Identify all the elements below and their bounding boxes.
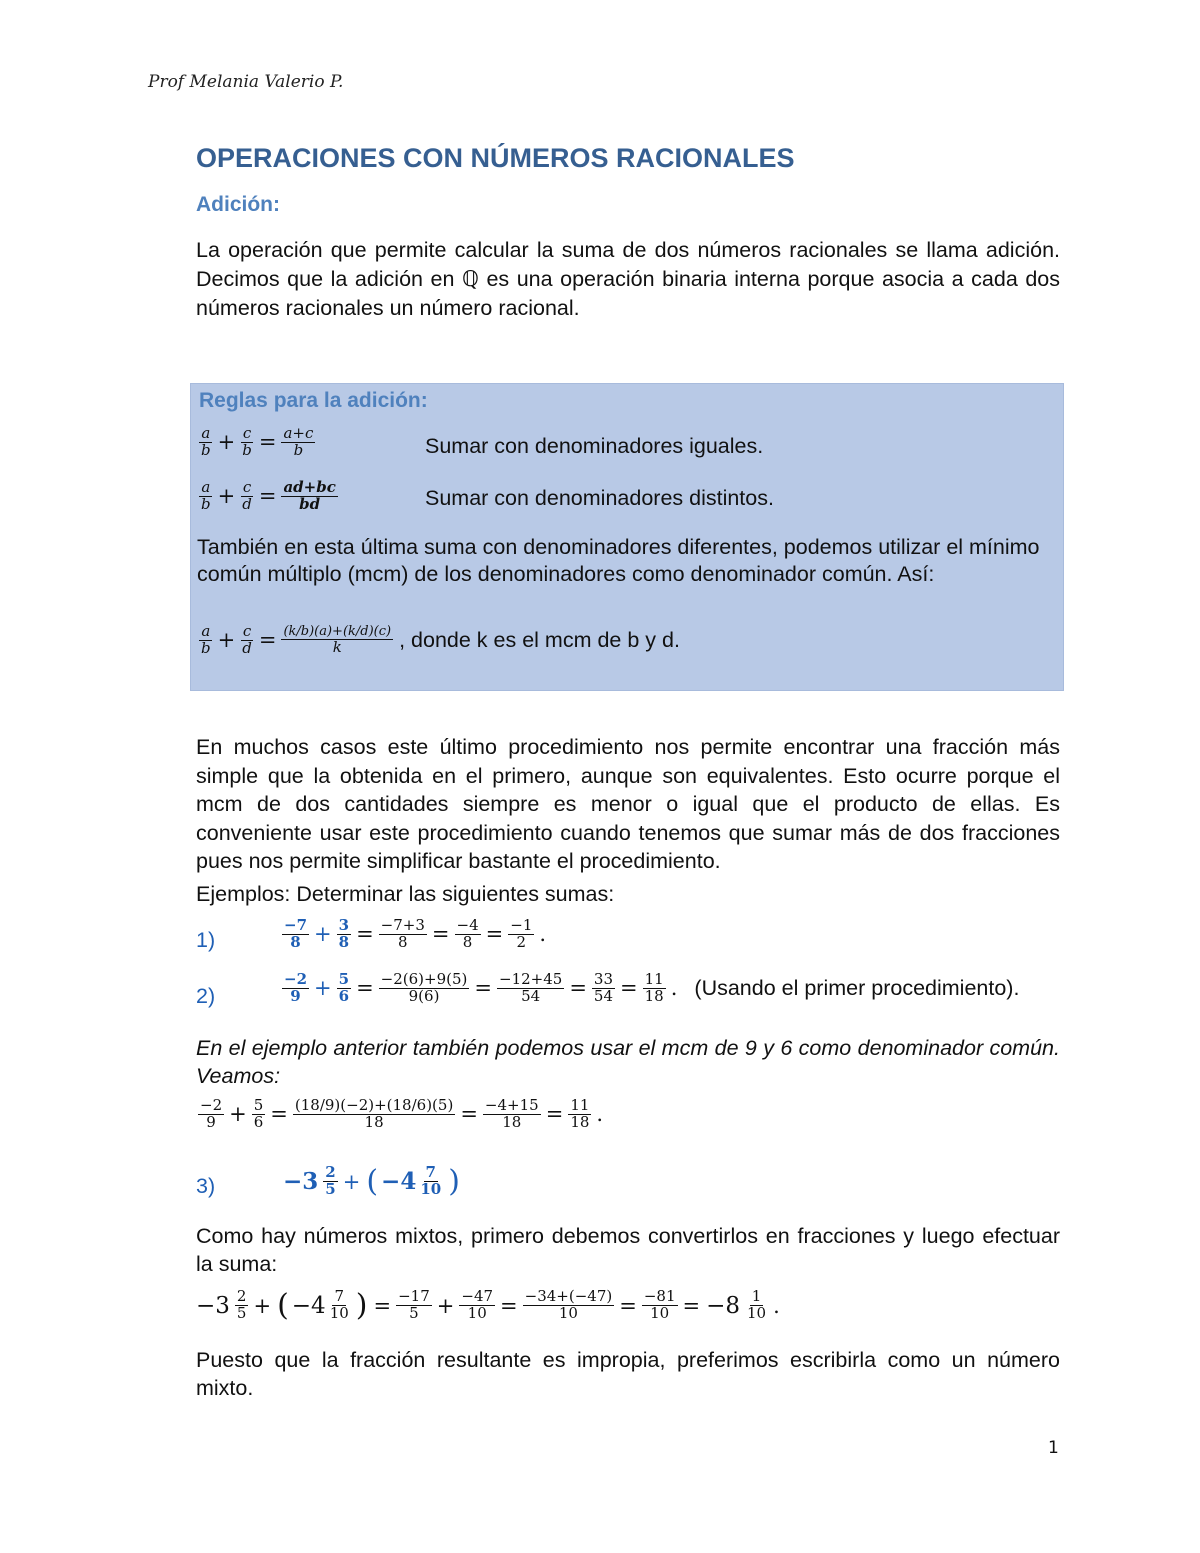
example-3-formula: −3 $\frac{2}{5}$ + ( −4 $\frac{7}{10}$ ) = $\frac{-17}{5}$ + $\frac{-47}{10}$ = $\frac{-34+(-47)}{10}$ = $\frac{-81}{10}$ = −8 $\frac{1}{10}$ .	[196, 1287, 780, 1323]
example-2-alternative-formula: $\frac{-2}{9}$ + $\frac{5}{6}$ = $\frac{(18/9)(-2)+(18/6)(5)}{18}$ = $\frac{-4+15}{18}$ = $\frac{11}{18}$ .	[200, 1096, 604, 1131]
rules-box-title: Reglas para la adición:	[199, 389, 428, 412]
intro-paragraph: La operación que permite calcular la suma de dos números racionales se llama adición. Decimos que la adición en ℚ es una operación binaria interna porque asocia a cada dos números racionales un número racional.	[196, 238, 1060, 320]
mcm-paragraph: También en esta última suma con denominadores diferentes, podemos utilizar el mínimo común múltiplo (mcm) de los denominadores como denominador común. Así:	[197, 535, 1040, 586]
example-3: 3) −3 $\frac{2}{5}$ + ( −4 $\frac{7}{10}$ )	[196, 1163, 460, 1199]
document-title: OPERACIONES CON NÚMEROS RACIONALES	[196, 143, 795, 173]
section-heading-adicion: Adición:	[196, 193, 280, 216]
page-number: 1	[1048, 1438, 1059, 1458]
rule1-formula: $\frac{a}{b}$ + $\frac{c}{b}$ = $\frac{a+c}{b}$	[201, 424, 314, 459]
example-1: 1) $\frac{-7}{8}$ + $\frac{3}{8}$ = $\frac{-7+3}{8}$ = $\frac{-4}{8}$ = $\frac{-1}{2}$ .	[196, 916, 547, 952]
example-2-label: 2)	[196, 984, 216, 1008]
mcm-note: , donde k es el mcm de b y d.	[399, 627, 680, 652]
example-2-note: (Usando el primer procedimiento).	[694, 975, 1020, 1000]
mcm-formula: $\frac{a}{b}$ + $\frac{c}{d}$ = $\frac{(k/b)(a)+(k/d)(c)}{k}$ , donde k es el mcm de b y d.	[201, 622, 680, 657]
rule2-formula: $\frac{a}{b}$ + $\frac{c}{d}$ = $\frac{ad+bc}{bd}$	[201, 478, 336, 513]
example-2: 2) $\frac{-2}{9}$ + $\frac{5}{6}$ = $\frac{-2(6)+9(5)}{9(6)}$ = $\frac{-12+45}{54}$ = $\frac{33}{54}$ = $\frac{11}{18}$ . (Usando el primer procedimiento).	[196, 970, 1020, 1008]
paragraph-procedure: En muchos casos este último procedimiento nos permite encontrar una fracción más simple que la obtenida en el primero, aunque son equivalentes. Esto ocurre porque el mcm de dos cantidades siempre es menor o igual que el producto de ellas. Es conveniente usar este procedimiento cuando tenemos que sumar más de dos fracciones pues nos permite simplificar bastante el procedimiento.	[196, 735, 1060, 873]
rule2-description: Sumar con denominadores distintos.	[425, 486, 774, 510]
page-header-author: Prof Melania Valerio P.	[148, 72, 344, 92]
rules-box	[190, 383, 1064, 691]
example-3-text: Como hay números mixtos, primero debemos convertirlos en fracciones y luego efectuar la suma:	[196, 1224, 1060, 1276]
examples-intro: Ejemplos: Determinar las siguientes sumas:	[196, 882, 615, 906]
closing-text: Puesto que la fracción resultante es impropia, preferimos escribirla como un número mixto.	[196, 1348, 1060, 1400]
example-2-alternative-text: En el ejemplo anterior también podemos usar el mcm de 9 y 6 como denominador común. Veamos:	[196, 1036, 1060, 1088]
rule1-description: Sumar con denominadores iguales.	[425, 434, 764, 458]
example-3-label: 3)	[196, 1174, 216, 1198]
example-1-label: 1)	[196, 928, 216, 952]
